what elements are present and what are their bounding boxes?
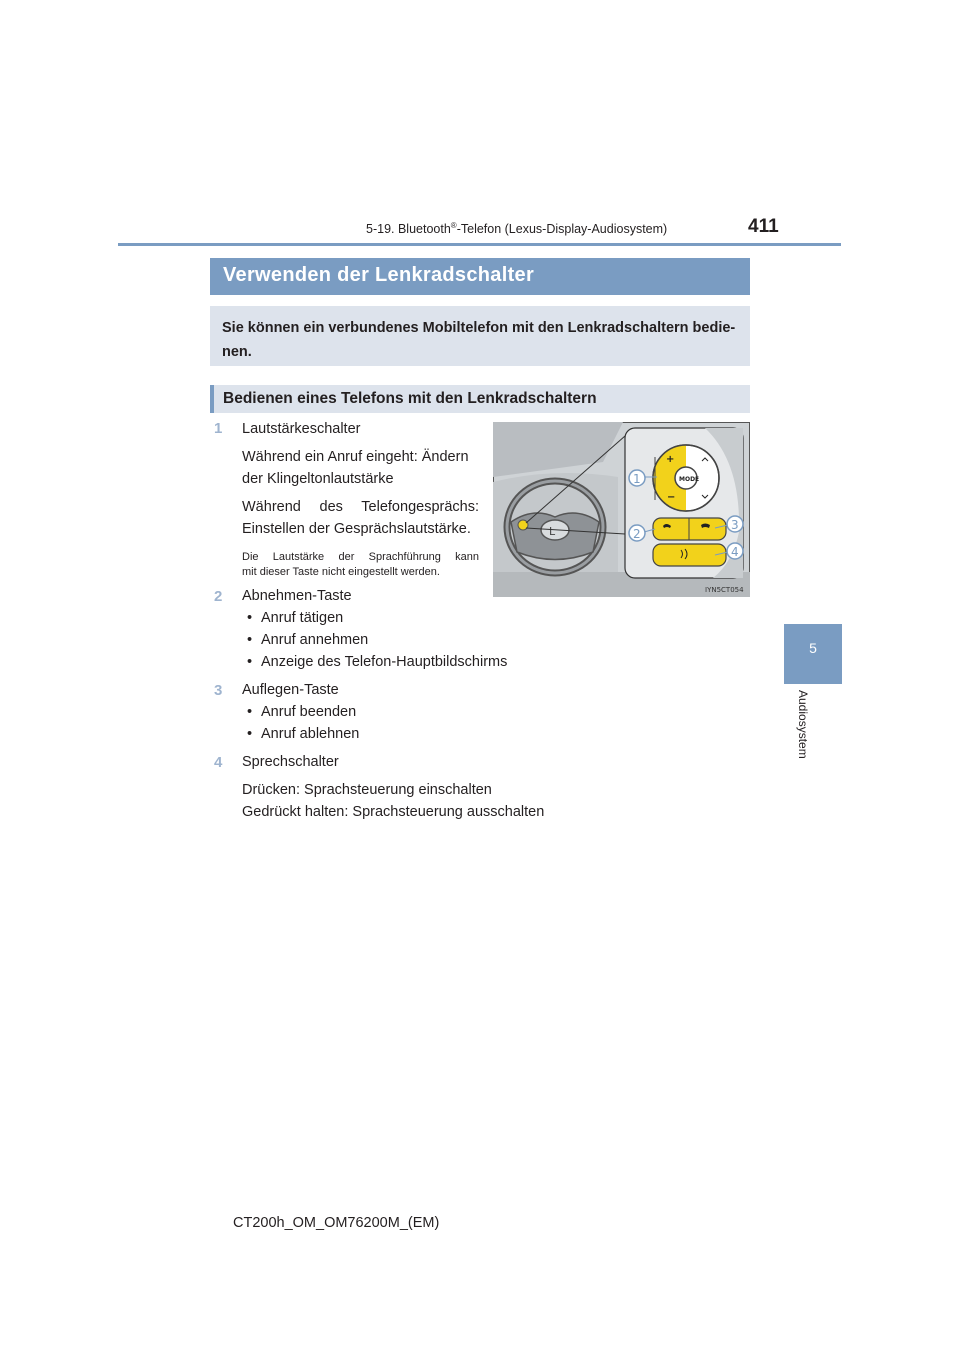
- intro-box: [210, 306, 750, 366]
- item-description: Während des Telefongesprächs:: [242, 499, 479, 515]
- running-header: 5-19. Bluetooth®-Telefon (Lexus-Display-Audiosystem): [366, 221, 668, 237]
- item-title: Sprechschalter: [242, 754, 339, 770]
- chapter-label: Audiosystem: [796, 690, 810, 759]
- item-title: Auflegen-Taste: [242, 682, 339, 698]
- item-number: 4: [214, 754, 223, 771]
- item-description: Gedrückt halten: Sprachsteuerung ausschalten: [242, 804, 545, 820]
- item-title: Abnehmen-Taste: [242, 588, 352, 604]
- mode-label: MODE: [679, 476, 700, 483]
- subsection-title-bar: [210, 385, 750, 413]
- section-title-bar: [210, 258, 750, 295]
- svg-text:L: L: [549, 525, 556, 538]
- item-note: Die Lautstärke der Sprachführung kann: [242, 551, 479, 563]
- item-number: 3: [214, 682, 223, 699]
- item-description: der Klingeltonlautstärke: [242, 471, 394, 487]
- subsection-title: Bedienen eines Telefons mit den Lenkradschaltern: [223, 390, 597, 407]
- item-description: Drücken: Sprachsteuerung einschalten: [242, 782, 492, 798]
- item-number: 1: [214, 420, 223, 437]
- list-item: • Anruf annehmen: [261, 632, 368, 648]
- item-note: mit dieser Taste nicht eingestellt werden.: [242, 566, 440, 578]
- list-item: • Anruf tätigen: [261, 610, 343, 626]
- list-item: • Anruf ablehnen: [261, 726, 359, 742]
- chapter-number: 5: [809, 640, 817, 656]
- intro-text: Sie können ein verbundenes Mobiltelefon mit den Lenkradschaltern bedie-nen.: [222, 320, 736, 360]
- section-title: Verwenden der Lenkradschalter: [223, 264, 535, 286]
- callout-4: 4: [731, 545, 739, 559]
- list-item: • Anruf beenden: [261, 704, 356, 720]
- callout-1: 1: [633, 472, 641, 486]
- list-item: • Anzeige des Telefon-Hauptbildschirms: [261, 654, 507, 670]
- svg-text:−: −: [667, 492, 676, 503]
- figure-code: IYN5CT054: [705, 586, 744, 594]
- svg-text:+: +: [666, 454, 675, 465]
- callout-3: 3: [731, 518, 739, 532]
- callout-2: 2: [633, 527, 641, 541]
- item-description: Während ein Anruf eingeht: Ändern: [242, 449, 469, 465]
- item-title: Lautstärkeschalter: [242, 421, 361, 437]
- steering-switch-illustration: [493, 422, 750, 597]
- document-code: CT200h_OM_OM76200M_(EM): [233, 1215, 440, 1231]
- item-number: 2: [214, 588, 223, 605]
- header-rule: [118, 243, 841, 246]
- item-description: Einstellen der Gesprächslautstärke.: [242, 521, 471, 537]
- page-number: 411: [748, 216, 779, 237]
